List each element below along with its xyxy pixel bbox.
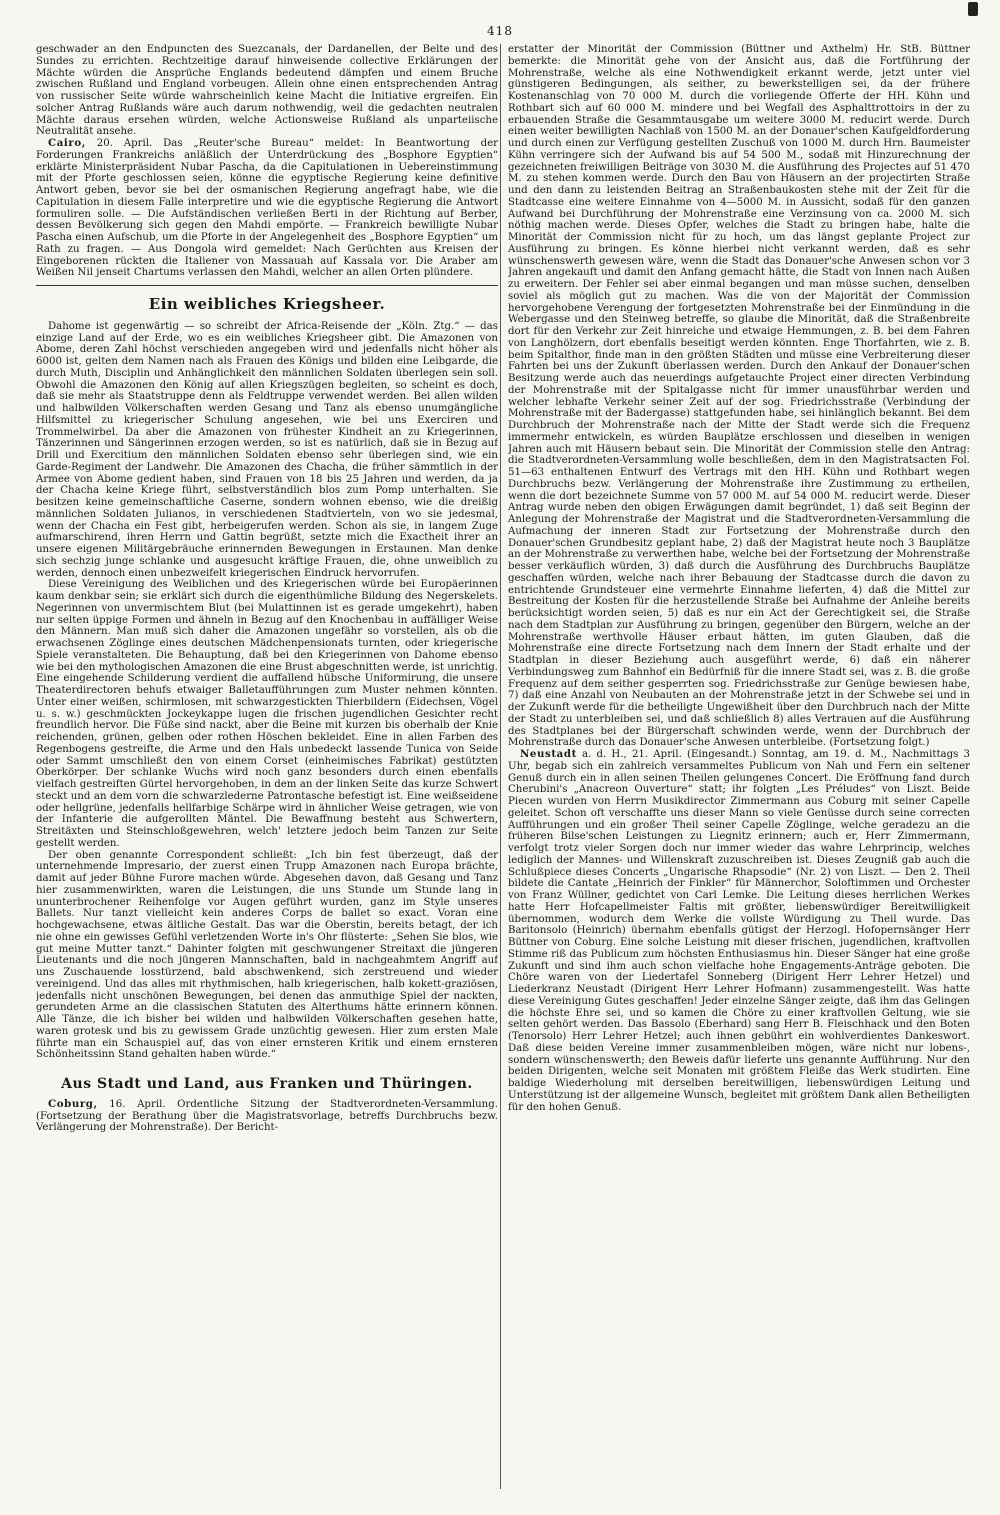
neustadt-text: a. d. H., 21. April. (Eingesandt.) Sonntag, am 19. d. M., Nachmittags 3 Uhr, begab sich ein zahlreich versammeltes Publicum von Nah und Fern ein seltener Genuß durch ein in allen seinen Theilen gelungenes Concert. Die Eröffnung fand durch Cherubini's „Anacreon Ouverture“ statt; ihr folgten „Les Préludes“ von Liszt. Beide Piecen wurden von Herrn Musikdirector Zimmermann aus Coburg mit seiner Capelle geleitet. Schon oft verschaffte uns dieser Mann so viele Genüsse durch seine correcten Aufführungen und ein großer Theil seiner Capelle Zöglinge, welche geradezu an die früheren Bilse'schen Leistungen zu Liegnitz erinnern; auch er, Herr Zimmermann, verfolgt trotz vieler Sorgen doch nur immer wieder das wahre Lehrprincip, welches lediglich der Mannes- und Willenskraft zuzuschreiben ist. Dieses Zeugniß gab auch die Schlußpiece dieses Concerts „Ungarische Rhapsodie“ (Nr. 2) von Liszt. — Den 2. Theil bildete die Cantate „Heinrich der Finkler“ für Männerchor, Soloftimmen und Orchester von Franz Wüllner, gedichtet von Carl Lemke. Die Leitung dieses herrlichen Werkes hatte Herr Hofcapellmeister Faltis mit größter, liebenswürdiger Bereitwilligkeit übernommen, wodurch dem Werke die vollste Würdigung zu Theil wurde. Das Baritonsolo (Heinrich) übernahm ebenfalls gütigst der Herzogl. Hofopernsänger Herr Büttner von Coburg. Eine solche Leistung mit dieser frischen, jugendlichen, kraftvollen Stimme riß das Publicum zum höchsten Enthusiasmus hin. Dieser Sänger hat eine große Zukunft und sind ihm auch schon vielfache hohe Engagements-Anträge geboten. Die Chöre waren von der Liedertafel Sonneberg (Dirigent Herr Lehrer Hetzel) und Liederkranz Neustadt (Dirigent Herr Lehrer Hofmann) zusammengestellt. Was hatte diese Vereinigung Gutes geschaffen! Jeder einzelne Sänger zeigte, daß ihm das Gelingen die höchste Ehre sei, und so kamen die Chöre zu einer kraftvollen Geltung, wie sie selten gehört werden. Das Bassolo (Eberhard) sang Herr B. Fleischhack und den Boten (Tenorsolo) Herr Lehrer Hetzel; auch ihnen gebührt ein wohlverdientes Dankeswort. Daß diese beiden Vereine immer zusammenbleiben mögen, wäre nicht nur lobens-, sondern wünschenswerth; den Beweis dafür lieferte uns genannte Aufführung. Nur den beiden Dirigenten, welche seit Monaten mit größtem Fleiße das Werk studirten. Eine baldige Wiederholung mit derselben bereitwilligen, liebenswürdigen Leitung und Unterstützung ist der allgemeine Wunsch, begleitet mit größtem Dank allen Betheiligten für den hohen Genuß. xyxy=(508,749,970,1113)
neustadt-report xyxy=(508,749,970,1113)
cairo-dateline: Cairo, xyxy=(48,137,86,149)
column-divider xyxy=(500,44,501,1489)
right-column xyxy=(508,44,970,1494)
headline-city: Aus Stadt und Land, aus Franken und Thüringen. xyxy=(61,1076,473,1092)
amazon-paragraph-1: Dahome ist gegenwärtig — so schreibt der Africa-Reisende der „Köln. Ztg.“ — das einzige Land auf der Erde, wo es ein weibliches Kriegsheer gibt. Die Amazonen von Abome, deren Zahl höchst verschieden angegeben wird und jedenfalls nicht höher als 6000 ist, gelten dem Namen nach als Frauen des Königs und bilden eine Leibgarde, die durch Muth, Disciplin und Anhänglichkeit den männlichen Soldaten überlegen sein soll. Obwohl die Amazonen den König auf allen Kriegszügen begleiten, so scheint es doch, daß sie mehr als Staatstruppe denn als Feldtruppe verwendet werden. Bei allen wilden und halbwilden Völkerschaften werden Gesang und Tanz als ebenso unumgängliche Hilfsmittel zu kriegerischer Schulung angesehen, wie bei uns Exerciren und Trommelwirbel. Da aber die Amazonen von frühester Kindheit an zu Kriegerinnen, Tänzerinnen und Sängerinnen erzogen werden, so ist es natürlich, daß sie in Bezug auf Drill und Exercitium den männlichen Soldaten ebenso sehr überlegen sind, wie ein Garde-Regiment der Landwehr. Die Amazonen des Chacha, die früher sämmtlich in der Armee von Abome gedient haben, sind Frauen von 18 bis 25 Jahren und werden, da ja der Chacha keine Kriege führt, selbstverständlich blos zum Pomp unterhalten. Sie besitzen keine gemeinschaftliche Caserne, sondern wohnen ebenso, wie die dreißig männlichen Soldaten Julianos, in verschiedenen Stadtvierteln, von wo sie jedesmal, wenn der Chacha ein Fest gibt, herbeigerufen werden. Schon als sie, in langem Zuge aufmarschirend, ihren Herrn und Gattin begrüßt, setzte mich die Exactheit ihrer an unsere eigenen Militärgebräuche erinnernden Bewegungen in Erstaunen. Man denke sich sechzig junge schlanke und ausgesucht kräftige Frauen, die, ohne unweiblich zu werden, dennoch einen unbezweifelt kriegerischen Eindruck hervorrufen. xyxy=(36,320,498,579)
coburg-report-continued: erstatter der Minorität der Commission (Büttner und Axthelm) Hr. StB. Büttner bemerkte: die Minorität gehe von der Ansicht aus, daß die Fortführung der Mohrenstraße, welche als eine Nothwendigkeit erkannt werde, jetzt unter viel günstigeren Bedingungen, als seither, zu bewerkstelligen sei, da der frühere Kostenanschlag von 70 000 M. durch die vorliegende Offerte der HH. Kühn und Rothbart sich auf 60 000 M. mindere und bei Wegfall des Asphalttrottoirs in der zu erbauenden Straße die Gesammtausgabe um weitere 3000 M. reducirt werde. Durch einen weiter bewilligten Nachlaß von 1500 M. an der Donauer'schen Kaufgeldforderung und durch einen zur Verfügung gestellten Zuschuß von 1000 M. durch Hrn. Baumeister Kühn verringere sich der Aufwand bis auf 54 500 M., sodaß mit Hinzurechnung der gezeichneten freiwilligen Beiträge von 3030 M. die Ausführung des Projectes auf 51 470 M. zu stehen kommen werde. Durch den Bau von Häusern an der projectirten Straße und den dann zu leistenden Beitrag an Straßenbaukosten stehe mit der Zeit für die Stadtcasse eine weitere Einnahme von 4—5000 M. in Aussicht, sodaß für den ganzen Aufwand bei Durchführung der Mohrenstraße eine Verzinsung von ca. 2000 M. sich nöthig machen werde. Dieses Opfer, welches die Stadt zu bringen habe, halte die Minorität der Commission nicht für zu hoch, um das längst geplante Project zur Ausführung zu bringen. Es könne hierbei nicht verkannt werden, daß es sehr wünschenswerth gewesen wäre, wenn die Stadt das Donauer'sche Anwesen schon vor 3 Jahren angekauft und damit den Anfang gemacht hätte, die Stadt von Innen nach Außen zu erweitern. Der Fehler sei aber einmal begangen und man müsse suchen, denselben soviel als möglich gut zu machen. Was die von der Majorität der Commission hervorgehobene Verengung der fortgesetzten Mohrenstraße bei der Einmündung in die Webergasse und den Steinweg betreffe, so glaube die Minorität, daß die Straßenbreite dort für den Verkehr zur Zeit hinreiche und etwaige Hemmungen, z. B. bei dem Fahren von Langhölzern, dort ebenfalls beseitigt werden könnten. Enge Thorfahrten, wie z. B. beim Spitalthor, finde man in den größten Städten und müsse eine Verbreiterung dieser Fahrten bei uns der Zukunft überlassen werden. Durch den Ankauf der Donauer'schen Besitzung werde auch das neuerdings aufgetauchte Project einer directen Verbindung der Mohrenstraße mit der Spitalgasse nicht für immer unausführbar werden und welcher lebhafte Verkehr seiner Zeit auf der sog. Friedrichsstraße (Verbindung der Mohrenstraße mit der Badergasse) stattgefunden habe, sei hinlänglich bekannt. Bei dem Durchbruch der Mohrenstraße nach der Mitte der Stadt werde sich die Frequenz immermehr entwickeln, es würden Bauplätze erschlossen und dieselben in wenigen Jahren auch mit Häusern bebaut sein. Die Minorität der Commission stelle den Antrag: die Stadtverordneten-Versammlung wolle beschließen, dem in den Magistratsacten Fol. 51—63 enthaltenen Entwurf des Vertrags mit den HH. Kühn und Rothbart wegen Durchbruchs bezw. Verlängerung der Mohrenstraße ihre Zustimmung zu ertheilen, wenn die dort bezeichnete Summe von 57 000 M. auf 54 000 M. reducirt werde. Dieser Antrag wurde neben den obigen Erwägungen damit begründet, 1) daß seit Beginn der Anlegung der Mohrenstraße der Magistrat und die Stadtverordneten-Versammlung die Aufmachung der inneren Stadt zur Fortsetzung der Mohrenstraße durch den Donauer'schen Grundbesitz geplant habe, 2) daß der Magistrat heute noch 3 Bauplätze an der Mohrenstraße zu verwerthen habe, welche bei der Fortsetzung der Mohrenstraße besser verkäuflich würden, 3) daß durch die Ausführung des Durchbruchs Bauplätze geschaffen würden, welche nach ihrer Bebauung der Stadtcasse durch die davon zu entrichtende Grundsteuer eine vermehrte Einnahme lieferten, 4) daß die Mittel zur Bestreitung der Kosten für die herzustellende Straße bei Aufnahme der Anleihe bereits berücksichtigt worden seien, 5) daß es nur ein Act der Gerechtigkeit sei, die Straße nach dem Stadtplan zur Ausführung zu bringen, gegenüber den Bürgern, welche an der Mohrenstraße werthvolle Häuser erbaut hätten, im guten Glauben, daß die Mohrenstraße eine directe Fortsetzung nach dem Innern der Stadt erhalte und der Stadtplan in dieser Beziehung auch ausgeführt werde, 6) daß ein näherer Verbindungsweg zum Bahnhof ein Bedürfniß für die innere Stadt sei, was z. B. die große Frequenz auf dem seither gesperrten sog. Friedrichsstraße zur Genüge bewiesen habe, 7) daß eine Anzahl von Neubauten an der Mohrenstraße jetzt in der Schwebe sei und in der Zukunft werde für die betheiligte Ungewißheit über den Durchbruch nach der Mitte der Stadt zu unterbleiben sei, und daß schließlich 8) alles Vertrauen auf die Ausführung des Stadtplanes bei der Bürgerschaft schwinden werde, wenn der Durchbruch der Mohrenstraße durch das Donauer'sche Anwesen unterbleibe. (Fortsetzung folgt.) xyxy=(508,44,970,749)
cairo-text: 20. April. Das „Reuter'sche Bureau“ meldet: In Beantwortung der Forderungen Frankreichs anläßlich der Unterdrückung des „Bosphore Egyptien“ erklärte Ministerpräsident Nubar Pascha, da die Capitulationen in Uebereinstimmung mit der Pforte geschlossen seien, könne die egyptische Regierung keine definitive Antwort geben, bevor sie bei der osmanischen Regierung angefragt habe, wie die Capitulation in diesem Falle interpretire und wie die egyptische Regierung die Antwort formuliren solle. — Die Aufständischen verließen Berti in der Richtung auf Berber, dessen Bevölkerung sich gegen den Mahdi empörte. — Frankreich bewilligte Nubar Pascha einen Aufschub, um die Pforte in der Angelegenheit des „Bosphore Egyptien“ um Rath zu fragen. — Aus Dongola wird gemeldet: Nach Gerüchten aus Kreisen der Eingeborenen rückten die Italiener von Massauah auf Kassala vor. Die Araber am Weißen Nil jenseit Chartums verlassen den Mahdi, welcher an allen Orten plündere. xyxy=(36,138,498,279)
amazon-paragraph-2: Diese Vereinigung des Weiblichen und des Kriegerischen würde bei Europäerinnen kaum denkbar sein; sie erklärt sich durch die eigenthümliche Bildung des Negerskelets. Negerinnen von unvermischtem Blut (bei Mulattinnen ist es gerade umgekehrt), haben nur selten üppige Formen und ähneln in Bezug auf den Knochenbau in auffälliger Weise den Männern. Man muß sich daher die Amazonen ungefähr so vorstellen, als ob die erwachsenen Zöglinge eines deutschen Mädchenpensionats turnten, oder kriegerische Spiele veranstalteten. Die Behauptung, daß bei den Kriegerinnen von Dahome ebenso wie bei den mythologischen Amazonen die eine Brust abgeschnitten werde, ist unrichtig. Eine eingehende Schilderung verdient die auffallend hübsche Uniformirung, die unsere Theaterdirectoren behufs etwaiger Balletaufführungen zum Muster nehmen könnten. Unter einer weißen, schirmlosen, mit schwarzgestickten Thierbildern (Eidechsen, Vögel u. s. w.) geschmückten Jockeykappe lugen die frischen jugendlichen Gesichter recht freundlich hervor. Die Füße sind nackt, aber die Beine mit kurzen bis oberhalb der Knie reichenden, grünen, gelben oder rothen Höschen bekleidet. Eine in allen Farben des Regenbogens gestreifte, die Arme und den Hals unbedeckt lassende Tunica von Seide oder Sammt umschließt den von einem Corset (einheimisches Fabrikat) gestützten Oberkörper. Der schlanke Wuchs wird noch ganz besonders durch einen ebenfalls vielfach gestreiften Gürtel hervorgehoben, in dem an der linken Seite das kurze Schwert steckt und an dem vorn die schwarzlederne Patrontasche befestigt ist. Eine weißseidene oder hellgrüne, jedenfalls hellfarbige Schärpe wird in ähnlicher Weise getragen, wie von der Infanterie die aufgerollten Mäntel. Die Bewaffnung besteht aus Schwertern, Streitäxten und Steinschloßgewehren, welch' letztere jedoch beim Tanzen zur Seite gestellt werden. xyxy=(36,579,498,849)
neustadt-dateline: Neustadt xyxy=(520,748,577,760)
coburg-text: 16. April. Ordentliche Sitzung der Stadtverordneten-Versammlung. (Fortsetzung der Berathung über die Magistratsvorlage, betreffs Durchbruchs bezw. Verlängerung der Mohrenstraße). Der Bericht- xyxy=(36,1098,498,1134)
cairo-report xyxy=(36,138,498,279)
section-rule xyxy=(36,285,498,286)
page-corner-mark xyxy=(968,2,978,16)
coburg-dateline: Coburg, xyxy=(48,1097,98,1110)
coburg-report xyxy=(36,1099,498,1134)
page-number: 418 xyxy=(487,24,513,38)
left-column xyxy=(36,44,498,1494)
amazon-paragraph-3: Der oben genannte Correspondent schließt: „Ich bin fest überzeugt, daß der unternehmende Impresario, der zuerst einen Trupp Amazonen nach Europa brächte, damit auf jeder Bühne Furore machen würde. Abgesehen davon, daß Gesang und Tanz hier zusammenwirkten, waren die Leistungen, die uns Stunde um Stunde lang in ununterbrochener Reihenfolge vor Augen geführt wurden, ganz im Style unseres Ballets. Nur tanzt vielleicht kein anderes Corps de ballet so exact. Voran eine hochgewachsene, etwas ältliche Gestalt. Das war die Oberstin, bereits betagt, der ich nie ohne ein gewisses Gefühl verletzenden Worte in's Ohr flüsterte: „Sehen Sie blos, wie gut meine Mutter tanzt.“ Dahinter folgten mit geschwungener Streitaxt die jüngeren Lieutenants und die noch jüngeren Mannschaften, bald in nachgeahmtem Angriff auf uns Zuschauende losstürzend, bald abschwenkend, sich zerstreuend und wieder vereinigend. Und das alles mit rhythmischen, halb kriegerischen, halb kokett-graziösen, jedenfalls nicht unschönen Bewegungen, bei denen das anmuthige Spiel der nackten, gerundeten Arme an die classischen Statuten des Alterthums hätte erinnern können. Alle Tänze, die ich bisher bei wilden und halbwilden Völkerschaften gesehen hatte, waren grotesk und bis zu gewissem Grade unzüchtig gewesen. Hier zum ersten Male führte man ein Schauspiel auf, das von einer ernsteren Kritik und einem ernsteren Schönheitssinn Stand gehalten haben würde.“ xyxy=(36,849,498,1061)
article-continuation: geschwader an den Endpuncten des Suezcanals, der Dardanellen, der Belte und des Sundes zu errichten. Rechtzeitige darauf hinweisende collective Erklärungen der Mächte würden die Ansprüche Englands bedeutend dämpfen und einem Bruche zwischen Rußland und England vorbeugen. Allein ohne einen entsprechenden Antrag von russischer Seite würde wahrscheinlich keine Macht die Initiative ergreifen. Ein solcher Antrag Rußlands wäre auch darum nothwendig, weil die gedachten neutralen Mächte daraus ersehen würden, welche Actionsweise Rußland als unparteiische Neutralität ansehe. xyxy=(36,44,498,138)
headline-amazon: Ein weibliches Kriegsheer. xyxy=(148,295,386,313)
